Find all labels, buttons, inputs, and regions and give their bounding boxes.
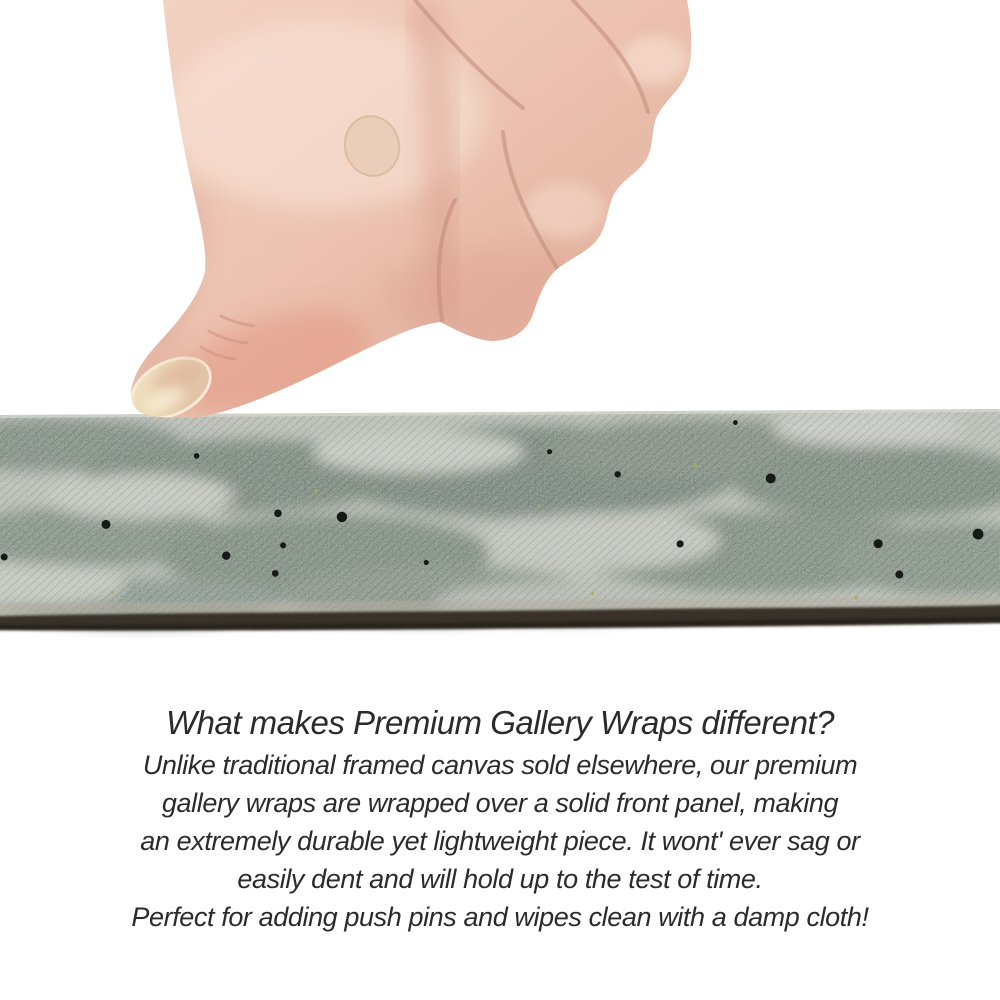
body-line-2: gallery wraps are wrapped over a solid front panel, making	[161, 788, 839, 818]
heading: What makes Premium Gallery Wraps different?	[165, 704, 835, 741]
body-line-5: Perfect for adding push pins and wipes clean with a damp cloth!	[131, 902, 869, 932]
body-line-4: easily dent and will hold up to the test of time.	[237, 864, 763, 894]
photo-area	[0, 0, 1000, 420]
canvas-edge-strip	[0, 409, 1000, 639]
text-block	[0, 700, 1000, 936]
body-line-3: an extremely durable yet lightweight piece. It wont' ever sag or	[140, 826, 860, 856]
body-line-1: Unlike traditional framed canvas sold elsewhere, our premium	[142, 750, 858, 780]
hand-pressing-photo	[95, 0, 715, 420]
